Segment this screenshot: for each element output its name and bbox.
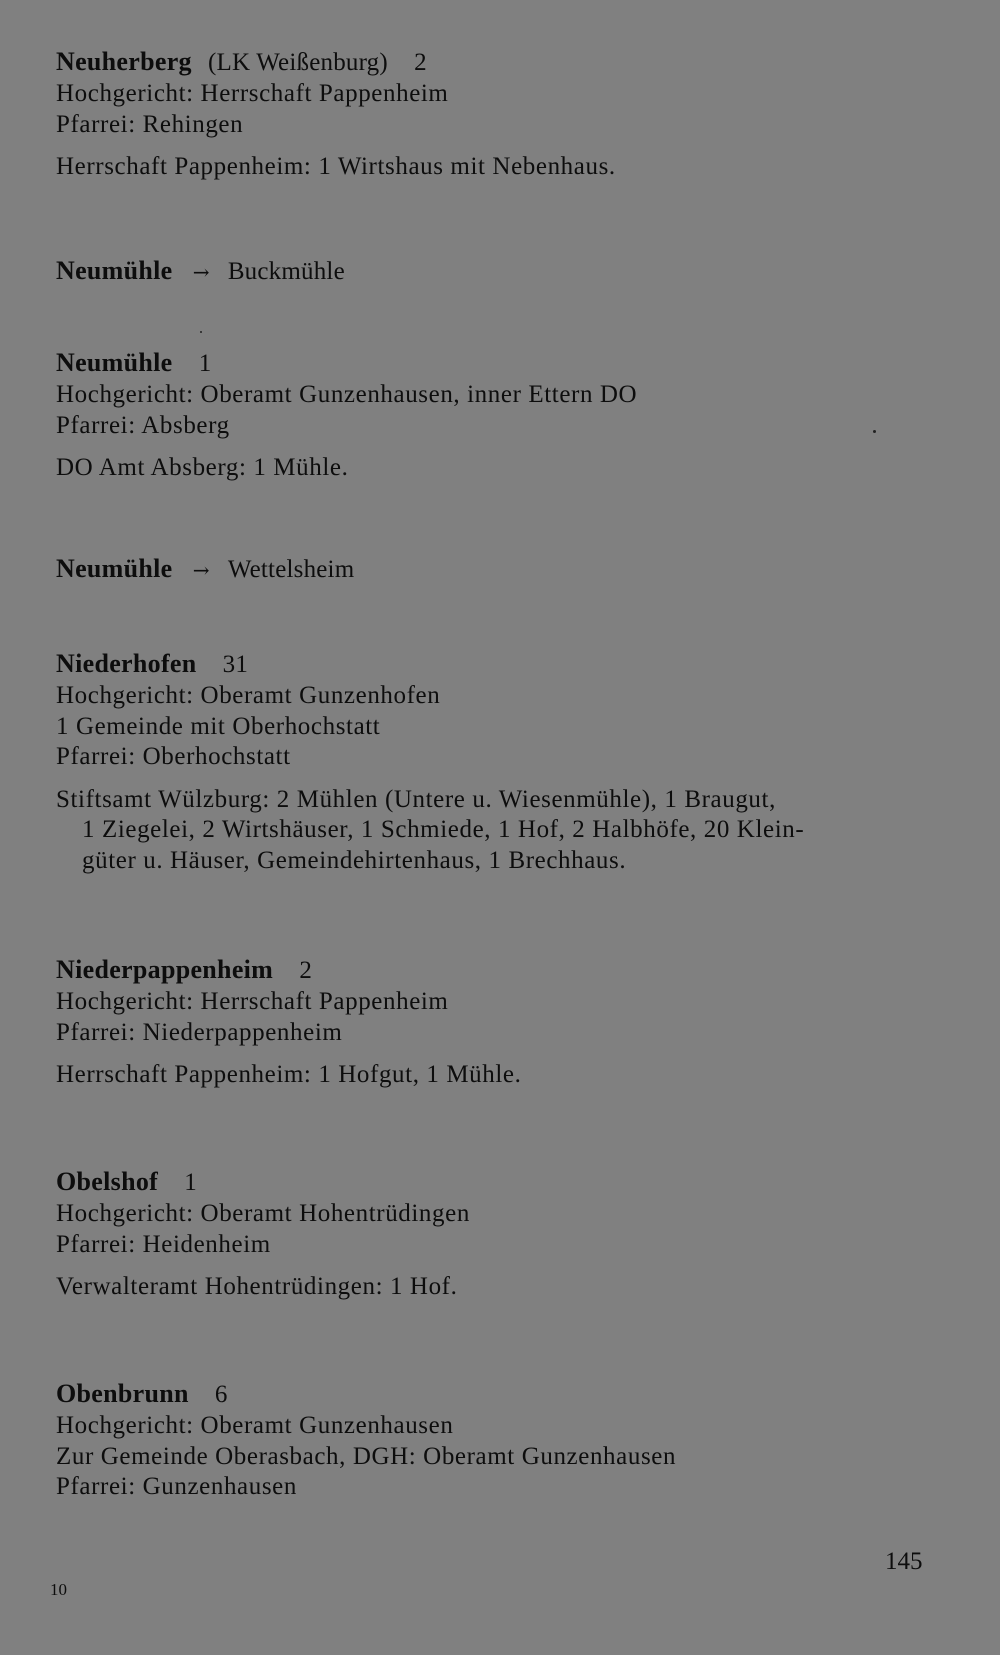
place-name: Obenbrunn — [56, 1379, 189, 1408]
holdings-line: Herrschaft Pappenheim: 1 Wirtshaus mit Nebenhaus. — [56, 153, 616, 180]
jurisdiction-line: Hochgericht: Oberamt Gunzenhausen, inner Ettern DO — [56, 381, 638, 408]
entry-heading — [56, 954, 956, 987]
jurisdiction-line: Hochgericht: Oberamt Gunzenhofen — [56, 682, 441, 709]
entry-obelshof — [56, 1166, 956, 1303]
cross-reference: Wettelsheim — [227, 556, 355, 583]
parish-line: Pfarrei: Absberg — [56, 411, 230, 439]
place-name: Niederhofen — [56, 649, 197, 678]
community-line: 1 Gemeinde mit Oberhochstatt — [56, 712, 381, 740]
cross-reference: Buckmühle — [227, 258, 345, 285]
jurisdiction-line: Hochgericht: Herrschaft Pappenheim — [56, 80, 449, 107]
entry-heading — [56, 1166, 956, 1199]
entry-heading — [56, 255, 956, 288]
place-name: Neumühle — [56, 554, 173, 583]
place-name: Neumühle — [56, 256, 173, 285]
jurisdiction-line: Hochgericht: Herrschaft Pappenheim — [56, 988, 449, 1015]
holdings-text — [56, 785, 956, 877]
place-district: (LK Weißenburg) — [208, 49, 388, 76]
holdings-text — [56, 1060, 956, 1091]
entry-niederhofen — [56, 648, 956, 876]
place-count: 6 — [214, 1381, 228, 1408]
place-name: Neumühle — [56, 348, 173, 377]
parish-line: Pfarrei: Rehingen — [56, 110, 244, 138]
parish-line: Pfarrei: Niederpappenheim — [56, 1018, 343, 1046]
holdings-line: Stiftsamt Wülzburg: 2 Mühlen (Untere u. Wiesenmühle), 1 Braugut, — [56, 785, 776, 813]
entry-heading — [56, 553, 956, 586]
holdings-line: Verwalteramt Hohentrüdingen: 1 Hof. — [56, 1273, 458, 1300]
entry-obenbrunn — [56, 1378, 956, 1503]
holdings-text — [56, 152, 956, 183]
entry-heading — [56, 347, 956, 380]
holdings-line: güter u. Häuser, Gemeindehirtenhaus, 1 Brechhaus. — [82, 846, 627, 874]
place-name: Niederpappenheim — [56, 955, 274, 984]
holdings-line: Herrschaft Pappenheim: 1 Hofgut, 1 Mühle. — [56, 1061, 522, 1088]
place-count: 2 — [299, 957, 313, 984]
holdings-line: 1 Ziegelei, 2 Wirtshäuser, 1 Schmiede, 1 Hof, 2 Halbhöfe, 20 Klein- — [82, 816, 805, 843]
see-also-arrow-icon: → — [192, 260, 210, 284]
place-count: 1 — [184, 1169, 197, 1196]
entry-neuherberg — [56, 46, 956, 183]
holdings-text — [56, 453, 956, 484]
jurisdiction-line: Hochgericht: Oberamt Hohentrüdingen — [56, 1200, 470, 1227]
entry-niederpappenheim — [56, 954, 956, 1091]
parish-line: Pfarrei: Oberhochstatt — [56, 743, 291, 770]
place-count: 1 — [198, 350, 212, 377]
entry-heading — [56, 46, 956, 79]
community-line: Zur Gemeinde Oberasbach, DGH: Oberamt Gunzenhausen — [56, 1442, 677, 1470]
entry-heading — [56, 648, 956, 681]
holdings-text — [56, 1272, 956, 1303]
entry-neumuehle-reference — [56, 553, 956, 586]
place-count: 31 — [222, 651, 249, 678]
print-speck — [873, 430, 876, 433]
print-speck — [200, 331, 202, 333]
see-also-arrow-icon: → — [192, 558, 210, 582]
entry-neumuehle — [56, 347, 956, 484]
parish-line: Pfarrei: Heidenheim — [56, 1230, 271, 1258]
page-number: 145 — [885, 1548, 923, 1575]
place-name: Neuherberg — [56, 47, 192, 76]
place-name: Obelshof — [56, 1167, 159, 1196]
entry-neumuehle-reference — [56, 255, 956, 288]
holdings-line: DO Amt Absberg: 1 Mühle. — [56, 454, 349, 481]
entry-heading — [56, 1378, 956, 1411]
parish-line: Pfarrei: Gunzenhausen — [56, 1473, 297, 1500]
jurisdiction-line: Hochgericht: Oberamt Gunzenhausen — [56, 1412, 454, 1439]
place-count: 2 — [414, 49, 427, 76]
signature-mark: 10 — [50, 1580, 67, 1599]
